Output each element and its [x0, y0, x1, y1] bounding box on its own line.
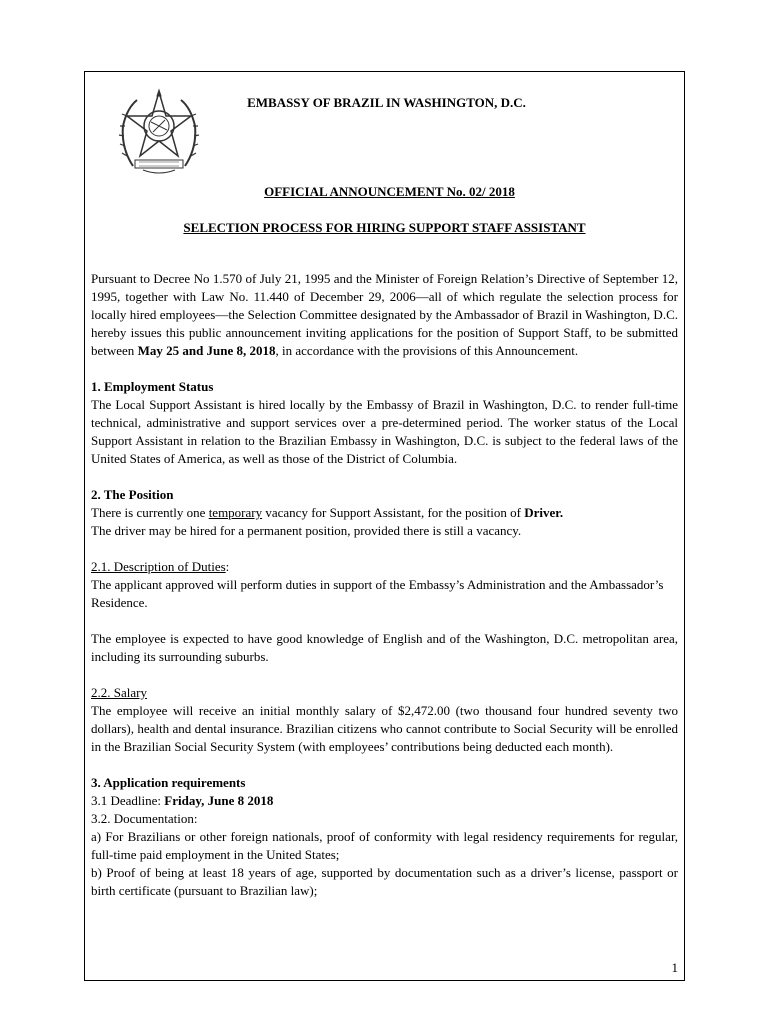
section-1-heading: 1. Employment Status	[91, 379, 214, 394]
deadline-line: 3.1 Deadline: Friday, June 8 2018	[91, 793, 274, 808]
page-number: 1	[671, 960, 678, 975]
section-2-heading: 2. The Position	[91, 487, 174, 502]
section-2-1-text: The applicant approved will perform duties in support of the Embassy’s Administration and the Ambassador’s Residence.	[91, 577, 664, 610]
section-1-text: The Local Support Assistant is hired locally by the Embassy of Brazil in Washington, D.C. to render full-time technical, administrative and support services over a pre-determined period. The worker status of the Local Support Assistant in relation to the Brazilian Embassy in Washington, D.C. is subject to the federal laws of the United States of America, as well as those of the District of Columbia.	[91, 397, 678, 466]
section-2-1-text-2: The employee is expected to have good knowledge of English and of the Washington, D.C. metropolitan area, including its surrounding suburbs.	[91, 631, 678, 664]
section-2-2-heading: 2.2. Salary	[91, 685, 147, 700]
selection-process-title: SELECTION PROCESS FOR HIRING SUPPORT STAFF ASSISTANT	[183, 220, 586, 235]
announcement-title: OFFICIAL ANNOUNCEMENT No. 02/ 2018	[264, 184, 515, 199]
driver-position: Driver.	[524, 505, 564, 520]
intro-paragraph: Pursuant to Decree No 1.570 of July 21, 1995 and the Minister of Foreign Relation’s Directive of September 12, 1995, together with Law No. 11.440 of December 29, 2006—all of which regulate the selection process for locally hired employees—the Selection Committee designated by the Ambassador of Brazil in Washington, D.C. hereby issues this public announcement inviting applications for the position of Support Staff, to be submitted between May 25 and June 8, 2018, in accordance with the provisions of this Announcement.	[91, 271, 678, 358]
section-2-1-heading: 2.1. Description of Duties:	[91, 559, 230, 574]
section-3-heading: 3. Application requirements	[91, 775, 246, 790]
requirement-b: b) Proof of being at least 18 years of age, supported by documentation such as a driver’s license, passport or birth certificate (pursuant to Brazilian law);	[91, 865, 678, 898]
section-2-text: There is currently one temporary vacancy for Support Assistant, for the position of Driver.	[91, 505, 564, 520]
temporary-word: temporary	[208, 505, 263, 520]
deadline-value: Friday, June 8 2018	[164, 793, 274, 808]
submission-dates: May 25 and June 8, 2018	[137, 343, 276, 358]
document-page	[84, 71, 685, 981]
embassy-title: EMBASSY OF BRAZIL IN WASHINGTON, D.C.	[247, 95, 526, 110]
document-body	[91, 270, 678, 900]
section-2-text-2: The driver may be hired for a permanent position, provided there is still a vacancy.	[91, 523, 522, 538]
requirement-a: a) For Brazilians or other foreign nationals, proof of conformity with legal residency requirements for regular, full-time paid employment in the United States;	[91, 829, 678, 862]
documentation-line: 3.2. Documentation:	[91, 811, 198, 826]
section-2-2-text: The employee will receive an initial monthly salary of $2,472.00 (two thousand four hundred seventy two dollars), health and dental insurance. Brazilian citizens who cannot contribute to Social Security will be enrolled in the Brazilian Social Security System (with employees’ contributions being deducted each month).	[91, 703, 678, 754]
